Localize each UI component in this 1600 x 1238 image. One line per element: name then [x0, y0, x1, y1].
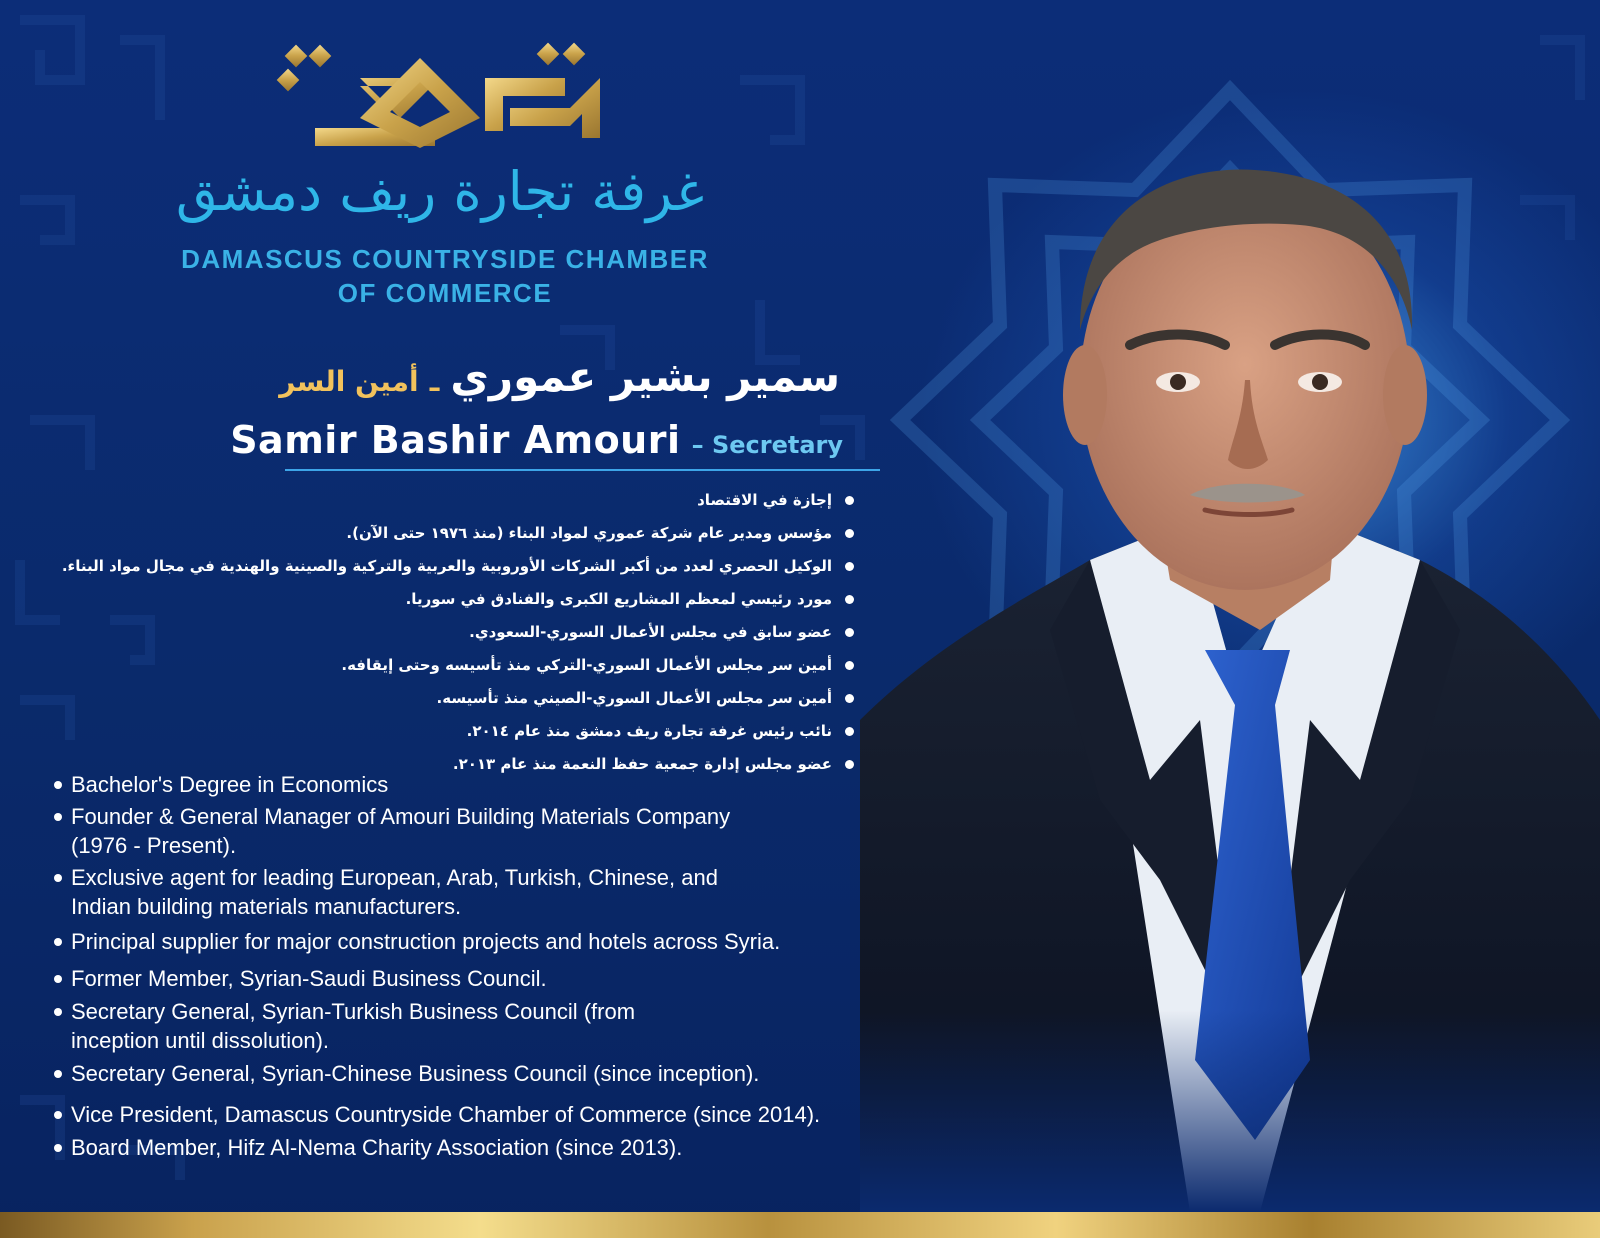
bio-item-english: Exclusive agent for leading European, Arab, Turkish, Chinese, and Indian building materials manufacturers.: [52, 863, 721, 921]
bullet-icon: [54, 813, 62, 821]
bio-list-arabic: [20, 484, 858, 781]
bio-item-english: Secretary General, Syrian-Chinese Business Council (since inception).: [52, 1059, 871, 1088]
bio-item-english: Secretary General, Syrian-Turkish Business Council (from inception until dissolution).: [52, 997, 701, 1055]
bullet-icon: [54, 1144, 62, 1152]
name-underline: [285, 469, 880, 471]
name-role-separator: ـ: [429, 365, 440, 398]
bullet-icon: [54, 1070, 62, 1078]
bullet-icon: [54, 938, 62, 946]
bullet-icon: [845, 595, 854, 604]
bullet-icon: [845, 628, 854, 637]
bullet-icon: [845, 727, 854, 736]
bio-item-english: Bachelor's Degree in Economics: [52, 770, 491, 799]
person-name-english-line: [150, 418, 843, 462]
bio-item-arabic: مورد رئيسي لمعظم المشاريع الكبرى والفنادق في سوريا.: [20, 583, 858, 616]
bullet-icon: [54, 1111, 62, 1119]
bio-item-arabic: الوكيل الحصري لعدد من أكبر الشركات الأوروبية والعربية والتركية والصينية والهندية في مجال مواد البناء.: [20, 550, 858, 583]
bio-item-arabic: أمين سر مجلس الأعمال السوري-الصيني منذ تأسيسه.: [20, 682, 858, 715]
bullet-icon: [845, 529, 854, 538]
bullet-icon: [845, 562, 854, 571]
bio-item-arabic: مؤسس ومدير عام شركة عموري لمواد البناء (منذ ١٩٧٦ حتى الآن).: [20, 517, 858, 550]
gold-footer-bar: [0, 1212, 1600, 1238]
bullet-icon: [54, 781, 62, 789]
chamber-name-english-line1: DAMASCUS COUNTRYSIDE CHAMBER: [181, 244, 709, 274]
bullet-icon: [845, 496, 854, 505]
chamber-name-english-line2: OF COMMERCE: [337, 278, 553, 308]
chamber-name-english: [150, 242, 740, 310]
bio-item-english: Principal supplier for major construction projects and hotels across Syria.: [52, 927, 871, 956]
person-name-english: Samir Bashir Amouri: [230, 418, 681, 462]
bio-item-arabic: أمين سر مجلس الأعمال السوري-التركي منذ تأسيسه وحتى إيقافه.: [20, 649, 858, 682]
chamber-name-arabic: غرفة تجارة ريف دمشق: [175, 160, 705, 223]
bullet-icon: [54, 975, 62, 983]
person-role-english: – Secretary: [691, 431, 843, 459]
chamber-logo: [270, 38, 620, 158]
person-name-arabic: سمير بشير عموري: [450, 352, 840, 401]
person-role-arabic: أمين السر: [279, 365, 419, 398]
bio-item-english: Former Member, Syrian-Saudi Business Council.: [52, 964, 671, 993]
bio-item-english: Vice President, Damascus Countryside Chamber of Commerce (since 2014).: [52, 1100, 921, 1129]
bullet-icon: [845, 760, 854, 769]
bullet-icon: [845, 661, 854, 670]
bio-list-english: [52, 770, 902, 1162]
bullet-icon: [54, 874, 62, 882]
bullet-icon: [845, 694, 854, 703]
bio-item-arabic: عضو مجلس إدارة جمعية حفظ النعمة منذ عام ٢٠١٣.: [20, 748, 858, 781]
person-name-arabic-line: [190, 352, 840, 401]
bio-item-arabic: إجازة في الاقتصاد: [20, 484, 858, 517]
bio-item-english: Founder & General Manager of Amouri Building Materials Company (1976 - Present).: [52, 802, 791, 860]
bio-item-arabic: عضو سابق في مجلس الأعمال السوري-السعودي.: [20, 616, 858, 649]
bio-item-arabic: نائب رئيس غرفة تجارة ريف دمشق منذ عام ٢٠١٤.: [20, 715, 858, 748]
portrait-photo: [860, 160, 1600, 1212]
bio-item-english: Board Member, Hifz Al-Nema Charity Association (since 2013).: [52, 1133, 871, 1162]
bullet-icon: [54, 1008, 62, 1016]
